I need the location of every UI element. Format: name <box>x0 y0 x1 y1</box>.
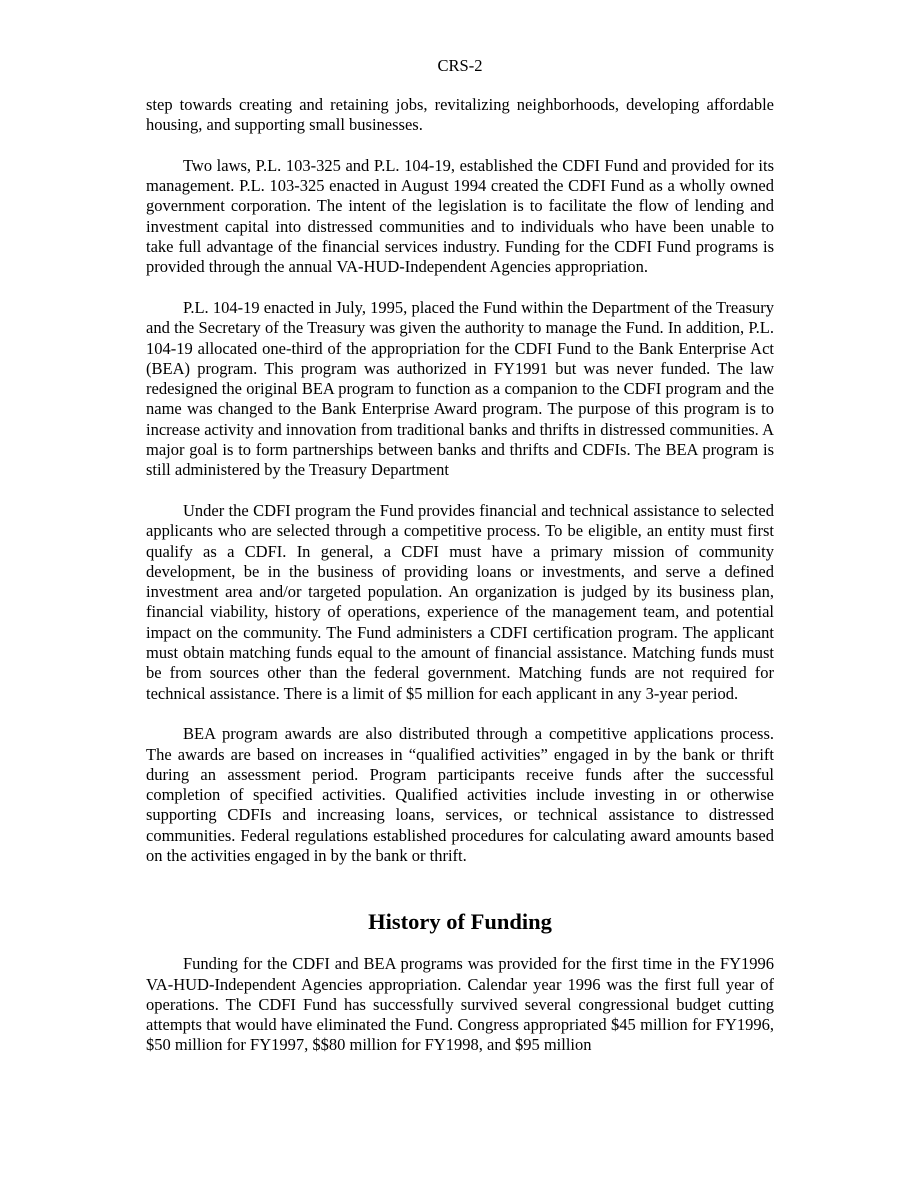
document-body <box>146 95 774 1076</box>
paragraph-continuation: step towards creating and retaining jobs, revitalizing neighborhoods, developing affordable housing, and supporting small businesses. <box>146 95 774 135</box>
section-heading-history-of-funding: History of Funding <box>368 909 552 935</box>
paragraph-funding-history: Funding for the CDFI and BEA programs was provided for the first time in the FY1996 VA-HUD-Independent Agencies appropriation. Calendar year 1996 was the first full year of operations. The CDFI Fund has successfully survived several congressional budget cutting attempts that would have eliminated the Fund. Congress appropriated $45 million for FY1996, $50 million for FY1997, $$80 million for FY1998, and $95 million <box>146 954 774 1055</box>
paragraph-cdfi-program: Under the CDFI program the Fund provides financial and technical assistance to selected applicants who are selected through a competitive process. To be eligible, an entity must first qualify as a CDFI. In general, a CDFI must have a primary mission of community development, be in the business of providing loans or investments, and serve a defined investment area and/or targeted population. An organization is judged by its business plan, financial viability, history of operations, experience of the management team, and potential impact on the community. The Fund administers a CDFI certification program. The applicant must obtain matching funds equal to the amount of financial assistance. Matching funds must be from sources other than the federal government. Matching funds are not required for technical assistance. There is a limit of $5 million for each applicant in any 3-year period. <box>146 500 774 703</box>
page-number-header: CRS-2 <box>437 56 483 75</box>
paragraph-laws: Two laws, P.L. 103-325 and P.L. 104-19, established the CDFI Fund and provided for its management. P.L. 103-325 enacted in August 1994 created the CDFI Fund as a wholly owned government corporation. The intent of the legislation is to facilitate the flow of lending and investment capital into distressed communities and to individuals who have been unable to take full advantage of the financial services industry. Funding for the CDFI Fund programs is provided through the annual VA-HUD-Independent Agencies appropriation. <box>146 155 774 277</box>
paragraph-pl-104-19: P.L. 104-19 enacted in July, 1995, placed the Fund within the Department of the Treasury and the Secretary of the Treasury was given the authority to manage the Fund. In addition, P.L. 104-19 allocated one-third of the appropriation for the CDFI Fund to the Bank Enterprise Act (BEA) program. This program was authorized in FY1991 but was never funded. The law redesigned the original BEA program to function as a companion to the CDFI program and the name was changed to the Bank Enterprise Award program. The purpose of this program is to increase activity and innovation from traditional banks and thrifts in distressed communities. A major goal is to form partnerships between banks and thrifts and CDFIs. The BEA program is still administered by the Treasury Department <box>146 297 774 480</box>
paragraph-bea-awards: BEA program awards are also distributed through a competitive applications process. The awards are based on increases in “qualified activities” engaged in by the bank or thrift during an assessment period. Program participants receive funds after the successful completion of specified activities. Qualified activities include investing in or otherwise supporting CDFIs and increasing loans, services, or technical assistance to distressed communities. Federal regulations established procedures for calculating award amounts based on the activities engaged in by the bank or thrift. <box>146 724 774 865</box>
